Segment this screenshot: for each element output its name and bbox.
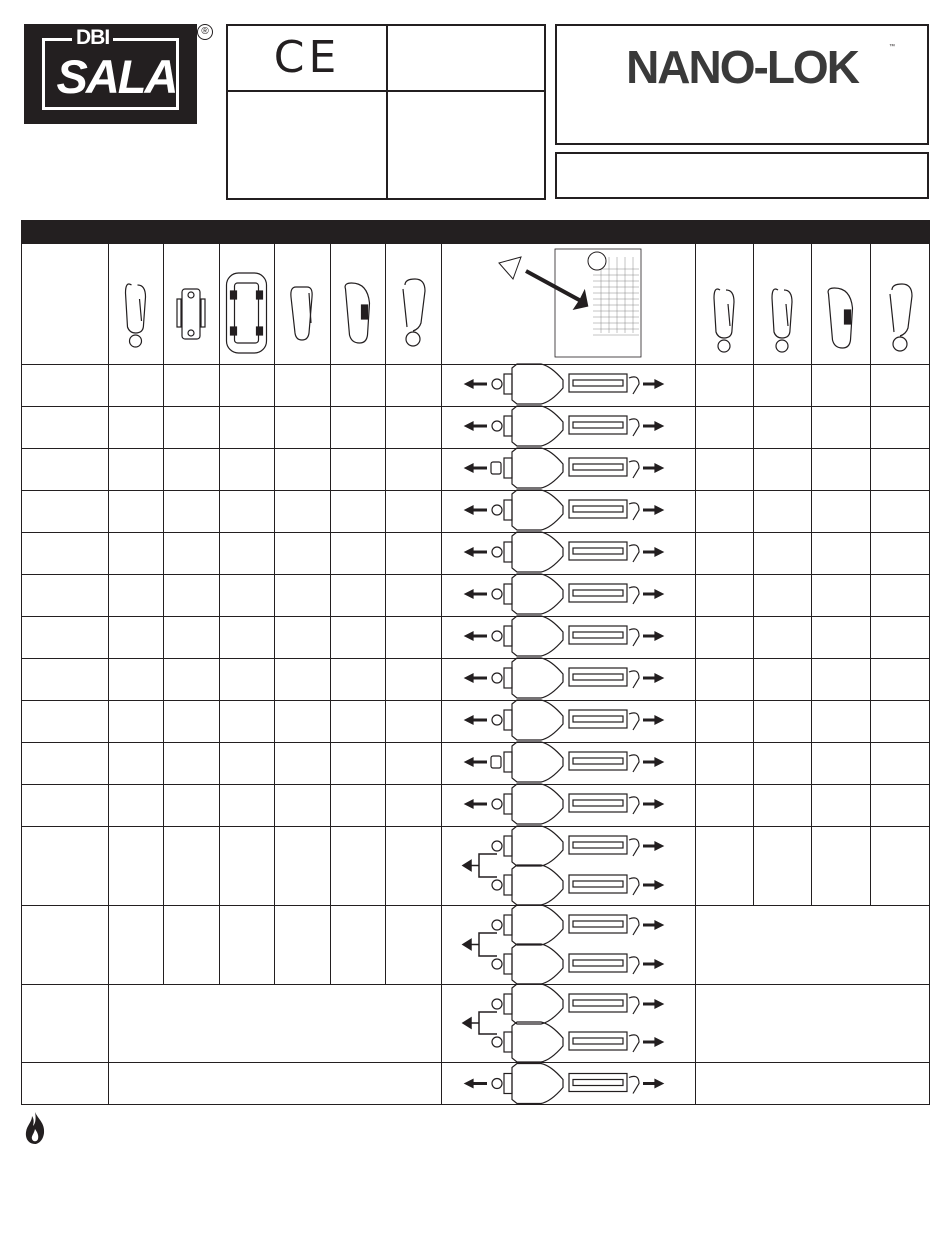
- swivel-snap-hook-icon: [714, 289, 734, 352]
- lanyard-diagrams: [463, 364, 663, 1104]
- single-lanyard-diagram: [465, 616, 663, 656]
- label-diagram: [499, 249, 641, 357]
- single-lanyard-diagram: [465, 1064, 663, 1104]
- scaffold-hook-icon: [403, 279, 425, 346]
- single-lanyard-diagram: [465, 742, 663, 782]
- brand-logo: NANO-LOK: [626, 41, 858, 93]
- twin-lanyard-upper-diagram: [492, 905, 663, 945]
- table-header-bar: [21, 220, 930, 243]
- single-lanyard-diagram: [465, 364, 663, 404]
- label-illustration: [499, 249, 641, 357]
- registered-mark: ®: [197, 24, 213, 40]
- logo-top-text: DBI: [72, 26, 113, 50]
- callout-circle: [588, 252, 606, 270]
- locking-carabiner-icon: [828, 288, 852, 348]
- connector-icons: [126, 273, 913, 353]
- scaffold-hook-icon: [890, 284, 912, 351]
- brand-trademark: ™: [889, 44, 895, 50]
- flame-icon: [24, 1111, 46, 1145]
- twin-lanyard-lower-diagram: [492, 1022, 663, 1062]
- single-lanyard-diagram: [465, 448, 663, 488]
- twin-lanyard-upper-diagram: [492, 826, 663, 866]
- single-lanyard-diagram: [465, 490, 663, 530]
- single-lanyard-diagram: [465, 658, 663, 698]
- snap-hook-icon: [772, 289, 792, 352]
- table-grid: [21, 243, 930, 1105]
- ce-mark: CE: [273, 32, 341, 83]
- cert-divider-vertical: [386, 26, 388, 198]
- twin-lanyard-upper-diagram: [492, 984, 663, 1024]
- logo-main-text: SALA: [56, 50, 177, 103]
- brand-box: [555, 24, 929, 145]
- certification-box: [226, 24, 546, 200]
- twin-rebar-connector-icon: [227, 273, 267, 353]
- twin-branch-connector: [463, 933, 497, 956]
- single-lanyard-diagram: [465, 700, 663, 740]
- brand-subtitle-box: [555, 152, 929, 199]
- twin-branch-connector: [463, 1012, 497, 1034]
- single-lanyard-diagram: [465, 574, 663, 614]
- oval-carabiner-icon: [291, 287, 312, 340]
- single-lanyard-diagram: [465, 406, 663, 446]
- compatibility-table: [21, 243, 930, 1105]
- twin-branch-connector: [463, 854, 497, 877]
- rebar-connector-icon: [177, 289, 205, 339]
- dbi-sala-logo: [24, 24, 197, 124]
- table-border: [22, 244, 930, 1105]
- single-lanyard-diagram: [465, 784, 663, 824]
- eye-icon: [499, 257, 521, 279]
- snap-hook-icon: [126, 284, 146, 347]
- single-lanyard-diagram: [465, 532, 663, 572]
- twin-lanyard-lower-diagram: [492, 865, 663, 905]
- locking-carabiner-icon: [345, 283, 369, 343]
- twin-lanyard-lower-diagram: [492, 944, 663, 984]
